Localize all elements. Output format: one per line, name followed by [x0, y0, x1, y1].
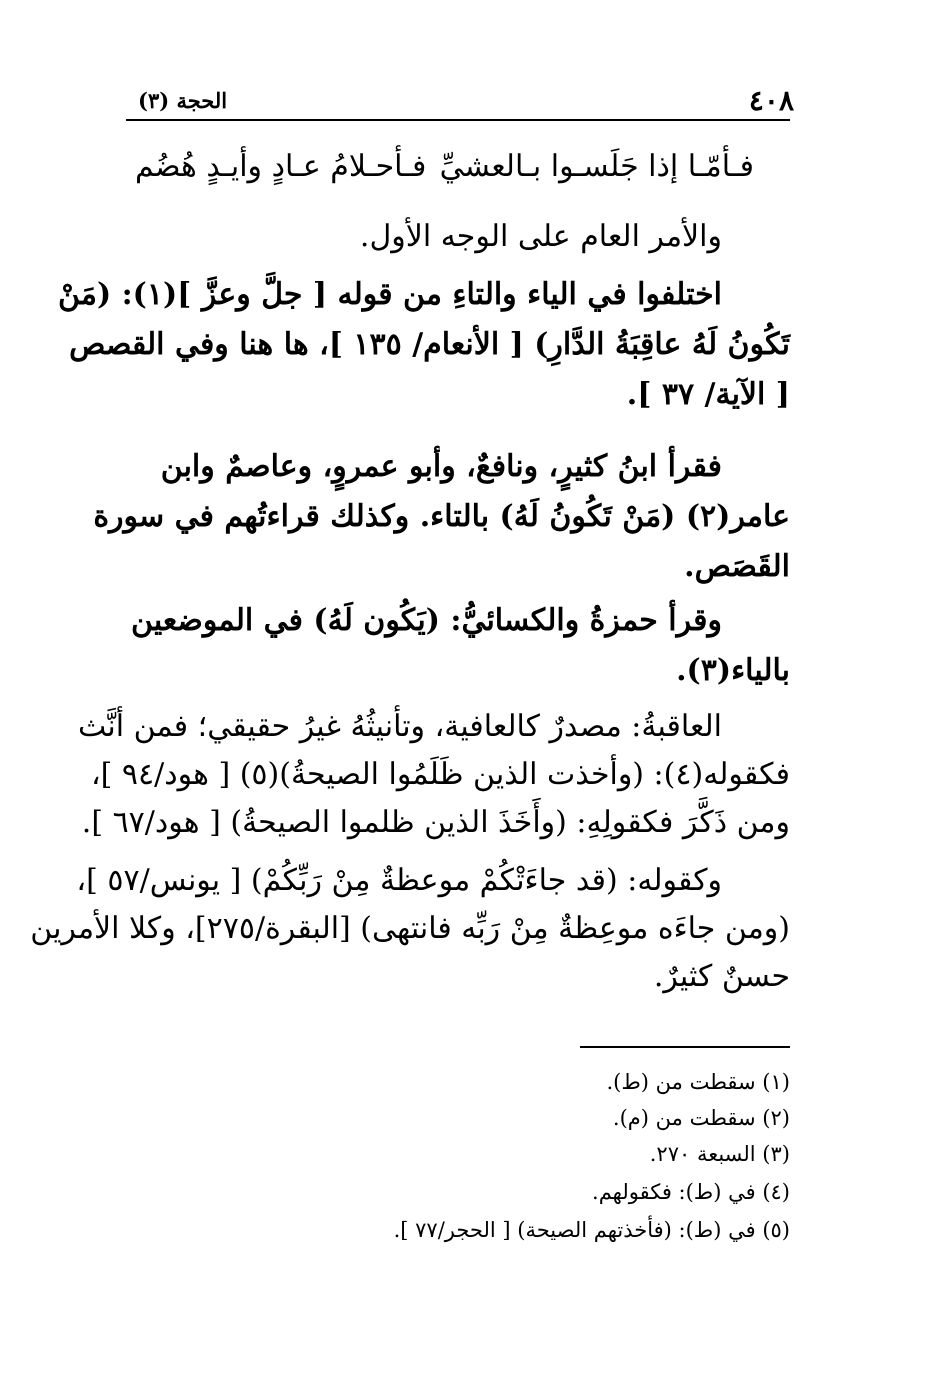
body-line: [ الآية/ ٣٧ ]. [626, 377, 790, 412]
body-line: والأمر العام على الوجه الأول. [359, 219, 722, 254]
body-line: القَصَص. [684, 549, 790, 584]
verse-second-hemistich: فـأحـلامُ عـادٍ وأيـدٍ هُضُم [135, 149, 427, 184]
body-line: حسنٌ كثيرٌ. [653, 959, 790, 994]
footnote: (٤) في (ط): فكقولهم. [592, 1180, 790, 1204]
running-title: الحجة (٣) [138, 88, 228, 113]
verse-first-hemistich: فـأمّـا إذا جَلَسـوا بـالعشيِّ [439, 149, 754, 184]
footnote: (١) سقطت من (ط). [606, 1070, 790, 1094]
footnote-rule [580, 1046, 790, 1048]
body-line: ومن ذَكَّرَ فكقولِهِ: (وأَخَذَ الذين ظلموا الصيحةُ) [ هود/٦٧ ]. [81, 805, 790, 840]
body-line: اختلفوا في الياء والتاءِ من قوله [ جلَّ وعزَّ ](١): (مَنْ [58, 277, 722, 312]
footnote: (٥) في (ط): (فأخذتهم الصيحة) [ الحجر/٧٧ ]. [393, 1218, 790, 1242]
footnote: (٢) سقطت من (م). [612, 1106, 790, 1130]
header-rule [126, 119, 790, 121]
body-line: (ومن جاءَه موعِظةٌ مِنْ رَبِّه فانتهى) [البقرة/٢٧٥]، وكلا الأمرين [30, 911, 790, 946]
page-number: ٤٠٨ [748, 84, 794, 117]
body-line: وقرأ حمزةُ والكسائيُّ: (يَكُون لَهُ) في الموضعين [131, 603, 722, 638]
footnote: (٣) السبعة ٢٧٠. [649, 1142, 790, 1166]
body-line: فقرأ ابنُ كثيرٍ، ونافعٌ، وأبو عمروٍ، وعاصمٌ وابن [160, 449, 722, 484]
body-line: وكقوله: (قد جاءَتْكُمْ موعظةٌ مِنْ رَبِّكُمْ) [ يونس/٥٧ ]، [76, 863, 722, 898]
body-line: بالياء(٣). [676, 653, 790, 688]
body-line: عامر(٢) (مَنْ تَكُونُ لَهُ) بالتاء. وكذلك قراءتُهم في سورة [93, 499, 790, 534]
body-line: تَكُونُ لَهُ عاقِبَةُ الدَّارِ) [ الأنعام/ ١٣٥ ]، ها هنا وفي القصص [69, 327, 790, 362]
body-line: فكقوله(٤): (وأخذت الذين ظَلَمُوا الصيحةُ)(٥) [ هود/٩٤ ]، [90, 757, 790, 792]
body-line: العاقبةُ: مصدرٌ كالعافية، وتأنيثُهُ غيرُ حقيقي؛ فمن أنَّث [77, 709, 722, 744]
